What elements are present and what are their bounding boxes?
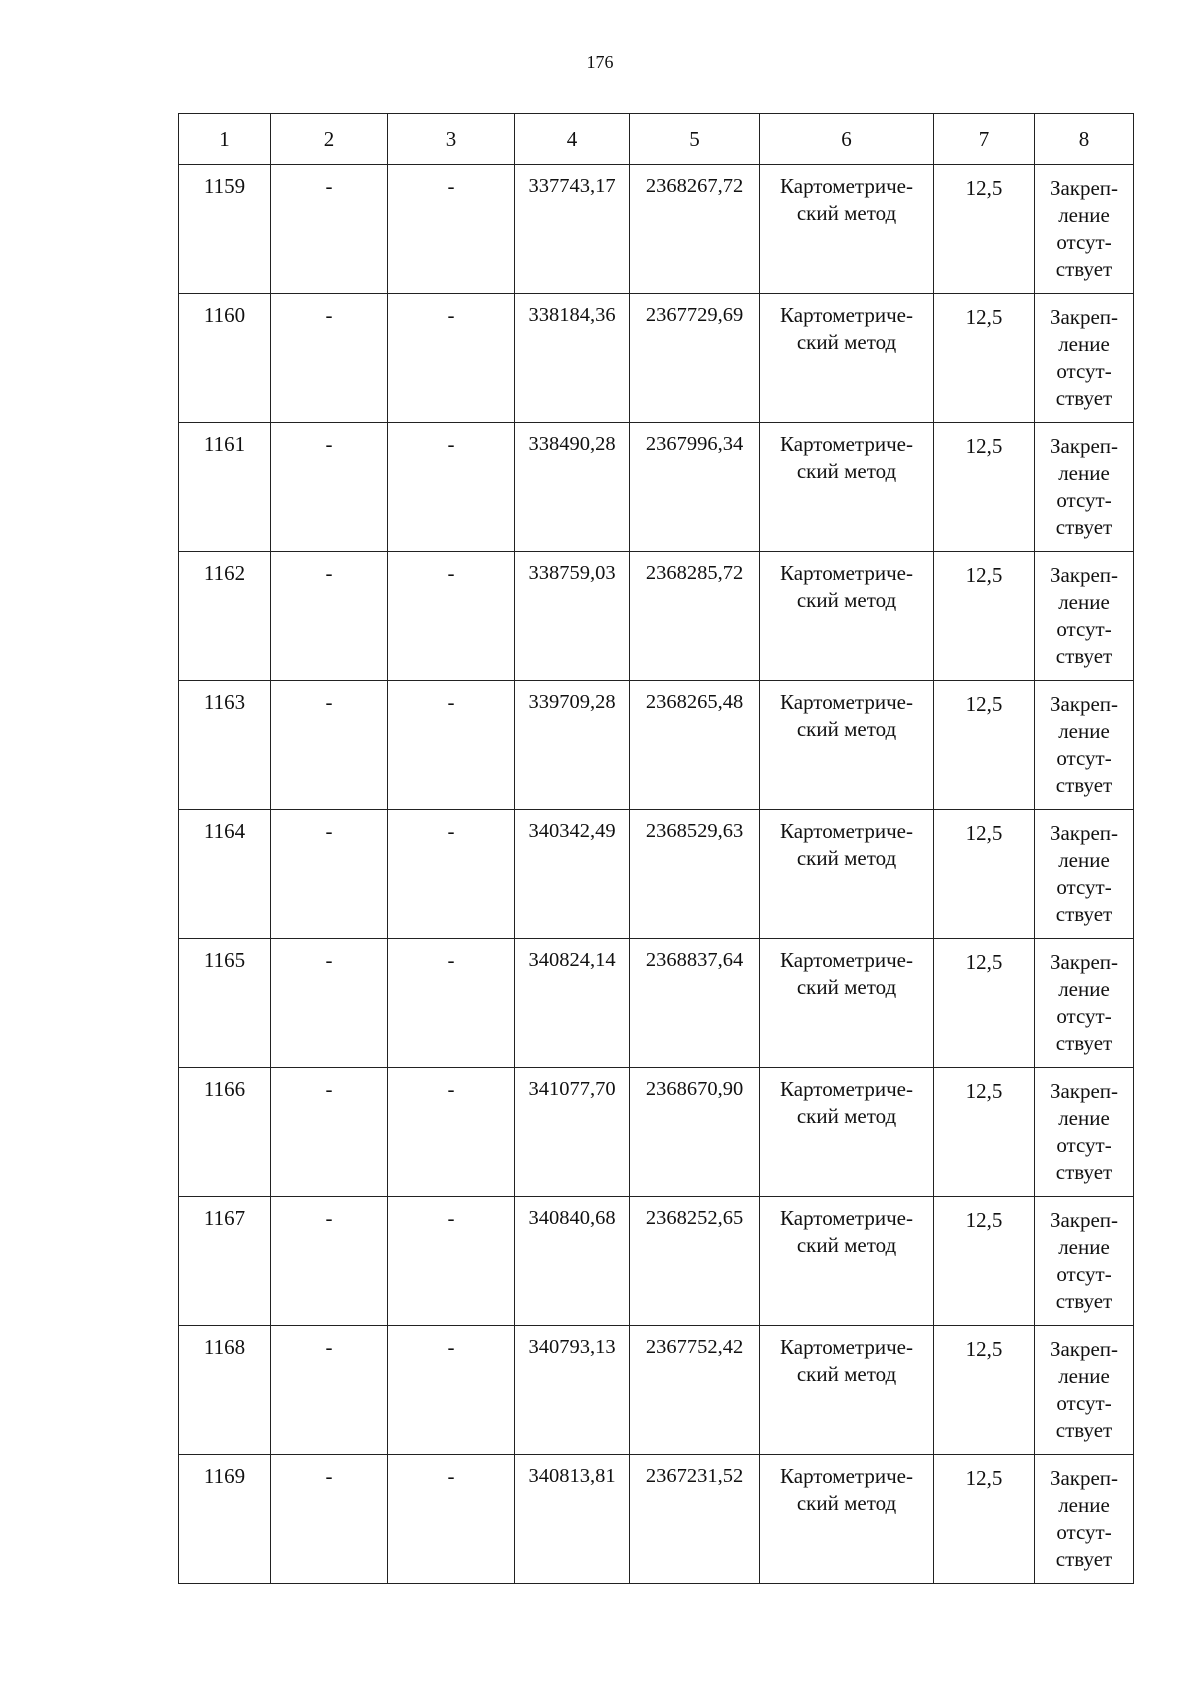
fixation-line-3: отсут-: [1056, 1262, 1112, 1286]
column-3-cell: -: [388, 294, 515, 423]
coordinate-x-cell: 338490,28: [515, 423, 630, 552]
fixation-line-2: ление: [1058, 848, 1110, 872]
coordinate-y-cell: 2367729,69: [630, 294, 760, 423]
fixation-line-2: ление: [1058, 1106, 1110, 1130]
fixation-cell: [1035, 294, 1134, 423]
table-row: [179, 1197, 1134, 1326]
accuracy-cell: 12,5: [934, 681, 1035, 810]
coordinates-table: [178, 113, 1134, 1584]
fixation-line-4: ствует: [1055, 515, 1113, 539]
accuracy-cell: 12,5: [934, 1197, 1035, 1326]
method-line-1: Картометриче-: [780, 690, 913, 714]
method-line-1: Картометриче-: [780, 432, 913, 456]
coordinate-y-cell: 2367231,52: [630, 1455, 760, 1584]
fixation-line-3: отсут-: [1056, 875, 1112, 899]
method-line-1: Картометриче-: [780, 948, 913, 972]
coordinate-y-cell: 2368837,64: [630, 939, 760, 1068]
fixation-line-1: Закреп-: [1049, 821, 1119, 845]
coordinate-x-cell: 340840,68: [515, 1197, 630, 1326]
fixation-cell: [1035, 939, 1134, 1068]
coordinate-y-cell: 2368267,72: [630, 165, 760, 294]
accuracy-cell: 12,5: [934, 294, 1035, 423]
column-3-cell: -: [388, 1197, 515, 1326]
column-3-cell: -: [388, 165, 515, 294]
header-row: [179, 114, 1134, 165]
method-line-1: Картометриче-: [780, 1206, 913, 1230]
table-row: [179, 681, 1134, 810]
column-header-1: 1: [179, 114, 271, 165]
accuracy-cell: 12,5: [934, 552, 1035, 681]
fixation-cell: [1035, 810, 1134, 939]
column-3-cell: -: [388, 681, 515, 810]
coordinate-y-cell: 2368529,63: [630, 810, 760, 939]
point-number-cell: 1159: [179, 165, 271, 294]
method-line-1: Картометриче-: [780, 303, 913, 327]
column-header-3: 3: [388, 114, 515, 165]
table-row: [179, 423, 1134, 552]
method-line-2: ский метод: [796, 1491, 897, 1515]
method-cell: [760, 1326, 934, 1455]
column-2-cell: -: [271, 1068, 388, 1197]
fixation-line-1: Закреп-: [1049, 1208, 1119, 1232]
fixation-line-2: ление: [1058, 719, 1110, 743]
column-3-cell: -: [388, 939, 515, 1068]
table-row: [179, 939, 1134, 1068]
column-3-cell: -: [388, 1068, 515, 1197]
coordinate-x-cell: 337743,17: [515, 165, 630, 294]
coordinate-y-cell: 2368252,65: [630, 1197, 760, 1326]
fixation-line-1: Закреп-: [1049, 950, 1119, 974]
column-2-cell: -: [271, 1326, 388, 1455]
method-line-1: Картометриче-: [780, 1077, 913, 1101]
column-3-cell: -: [388, 552, 515, 681]
method-cell: [760, 681, 934, 810]
column-3-cell: -: [388, 1326, 515, 1455]
table-row: [179, 552, 1134, 681]
coordinate-x-cell: 338184,36: [515, 294, 630, 423]
fixation-line-3: отсут-: [1056, 230, 1112, 254]
fixation-line-3: отсут-: [1056, 1004, 1112, 1028]
point-number-cell: 1161: [179, 423, 271, 552]
fixation-line-2: ление: [1058, 203, 1110, 227]
fixation-line-2: ление: [1058, 590, 1110, 614]
coordinate-x-cell: 341077,70: [515, 1068, 630, 1197]
fixation-line-3: отсут-: [1056, 488, 1112, 512]
accuracy-cell: 12,5: [934, 939, 1035, 1068]
fixation-line-1: Закреп-: [1049, 1337, 1119, 1361]
fixation-cell: [1035, 1197, 1134, 1326]
method-cell: [760, 294, 934, 423]
point-number-cell: 1163: [179, 681, 271, 810]
method-line-1: Картометриче-: [780, 1335, 913, 1359]
fixation-line-2: ление: [1058, 1235, 1110, 1259]
method-cell: [760, 423, 934, 552]
fixation-cell: [1035, 1455, 1134, 1584]
column-header-6: 6: [760, 114, 934, 165]
fixation-cell: [1035, 552, 1134, 681]
coordinate-y-cell: 2368265,48: [630, 681, 760, 810]
fixation-cell: [1035, 423, 1134, 552]
method-line-2: ский метод: [796, 1362, 897, 1386]
fixation-line-4: ствует: [1055, 644, 1113, 668]
fixation-line-1: Закреп-: [1049, 305, 1119, 329]
column-header-4: 4: [515, 114, 630, 165]
fixation-line-3: отсут-: [1056, 746, 1112, 770]
table-row: [179, 1455, 1134, 1584]
method-cell: [760, 1455, 934, 1584]
column-2-cell: -: [271, 294, 388, 423]
coordinate-y-cell: 2367996,34: [630, 423, 760, 552]
page-number: 176: [586, 52, 614, 72]
fixation-cell: [1035, 1326, 1134, 1455]
coordinate-x-cell: 340824,14: [515, 939, 630, 1068]
point-number-cell: 1167: [179, 1197, 271, 1326]
accuracy-cell: 12,5: [934, 1326, 1035, 1455]
method-line-2: ский метод: [796, 201, 897, 225]
fixation-line-3: отсут-: [1056, 617, 1112, 641]
coordinate-y-cell: 2367752,42: [630, 1326, 760, 1455]
coordinate-x-cell: 339709,28: [515, 681, 630, 810]
method-line-2: ский метод: [796, 330, 897, 354]
fixation-line-2: ление: [1058, 461, 1110, 485]
point-number-cell: 1164: [179, 810, 271, 939]
method-line-2: ский метод: [796, 717, 897, 741]
fixation-line-4: ствует: [1055, 257, 1113, 281]
fixation-line-2: ление: [1058, 977, 1110, 1001]
fixation-line-1: Закреп-: [1049, 692, 1119, 716]
coordinate-x-cell: 340813,81: [515, 1455, 630, 1584]
fixation-line-4: ствует: [1055, 1289, 1113, 1313]
column-3-cell: -: [388, 810, 515, 939]
method-line-1: Картометриче-: [780, 819, 913, 843]
fixation-line-1: Закреп-: [1049, 176, 1119, 200]
column-2-cell: -: [271, 1455, 388, 1584]
coordinate-x-cell: 340793,13: [515, 1326, 630, 1455]
column-header-2: 2: [271, 114, 388, 165]
method-cell: [760, 1197, 934, 1326]
point-number-cell: 1168: [179, 1326, 271, 1455]
accuracy-cell: 12,5: [934, 1068, 1035, 1197]
fixation-line-3: отсут-: [1056, 359, 1112, 383]
method-cell: [760, 939, 934, 1068]
method-line-2: ский метод: [796, 588, 897, 612]
fixation-line-3: отсут-: [1056, 1133, 1112, 1157]
table-row: [179, 294, 1134, 423]
column-header-7: 7: [934, 114, 1035, 165]
fixation-line-3: отсут-: [1056, 1391, 1112, 1415]
fixation-cell: [1035, 681, 1134, 810]
method-line-1: Картометриче-: [780, 561, 913, 585]
fixation-line-2: ление: [1058, 332, 1110, 356]
method-cell: [760, 1068, 934, 1197]
fixation-line-4: ствует: [1055, 902, 1113, 926]
table-row: [179, 1326, 1134, 1455]
fixation-line-2: ление: [1058, 1493, 1110, 1517]
column-3-cell: -: [388, 423, 515, 552]
coordinate-y-cell: 2368285,72: [630, 552, 760, 681]
method-line-2: ский метод: [796, 846, 897, 870]
column-2-cell: -: [271, 165, 388, 294]
fixation-line-4: ствует: [1055, 1547, 1113, 1571]
coordinate-y-cell: 2368670,90: [630, 1068, 760, 1197]
method-line-2: ский метод: [796, 1104, 897, 1128]
method-line-1: Картометриче-: [780, 174, 913, 198]
fixation-line-4: ствует: [1055, 1418, 1113, 1442]
point-number-cell: 1162: [179, 552, 271, 681]
point-number-cell: 1165: [179, 939, 271, 1068]
coordinate-x-cell: 338759,03: [515, 552, 630, 681]
accuracy-cell: 12,5: [934, 810, 1035, 939]
method-cell: [760, 810, 934, 939]
accuracy-cell: 12,5: [934, 165, 1035, 294]
column-2-cell: -: [271, 810, 388, 939]
accuracy-cell: 12,5: [934, 1455, 1035, 1584]
fixation-line-1: Закреп-: [1049, 1466, 1119, 1490]
fixation-line-1: Закреп-: [1049, 563, 1119, 587]
column-2-cell: -: [271, 1197, 388, 1326]
fixation-cell: [1035, 1068, 1134, 1197]
method-line-2: ский метод: [796, 975, 897, 999]
method-cell: [760, 552, 934, 681]
accuracy-cell: 12,5: [934, 423, 1035, 552]
table-row: [179, 165, 1134, 294]
fixation-line-1: Закреп-: [1049, 1079, 1119, 1103]
fixation-line-3: отсут-: [1056, 1520, 1112, 1544]
table-row: [179, 810, 1134, 939]
method-cell: [760, 165, 934, 294]
fixation-cell: [1035, 165, 1134, 294]
coordinate-x-cell: 340342,49: [515, 810, 630, 939]
column-2-cell: -: [271, 939, 388, 1068]
column-header-5: 5: [630, 114, 760, 165]
column-header-8: 8: [1035, 114, 1134, 165]
column-2-cell: -: [271, 681, 388, 810]
fixation-line-2: ление: [1058, 1364, 1110, 1388]
fixation-line-4: ствует: [1055, 386, 1113, 410]
method-line-2: ский метод: [796, 459, 897, 483]
column-3-cell: -: [388, 1455, 515, 1584]
point-number-cell: 1166: [179, 1068, 271, 1197]
column-2-cell: -: [271, 552, 388, 681]
point-number-cell: 1169: [179, 1455, 271, 1584]
fixation-line-4: ствует: [1055, 1160, 1113, 1184]
column-2-cell: -: [271, 423, 388, 552]
fixation-line-1: Закреп-: [1049, 434, 1119, 458]
method-line-2: ский метод: [796, 1233, 897, 1257]
fixation-line-4: ствует: [1055, 1031, 1113, 1055]
fixation-line-4: ствует: [1055, 773, 1113, 797]
point-number-cell: 1160: [179, 294, 271, 423]
table-row: [179, 1068, 1134, 1197]
method-line-1: Картометриче-: [780, 1464, 913, 1488]
